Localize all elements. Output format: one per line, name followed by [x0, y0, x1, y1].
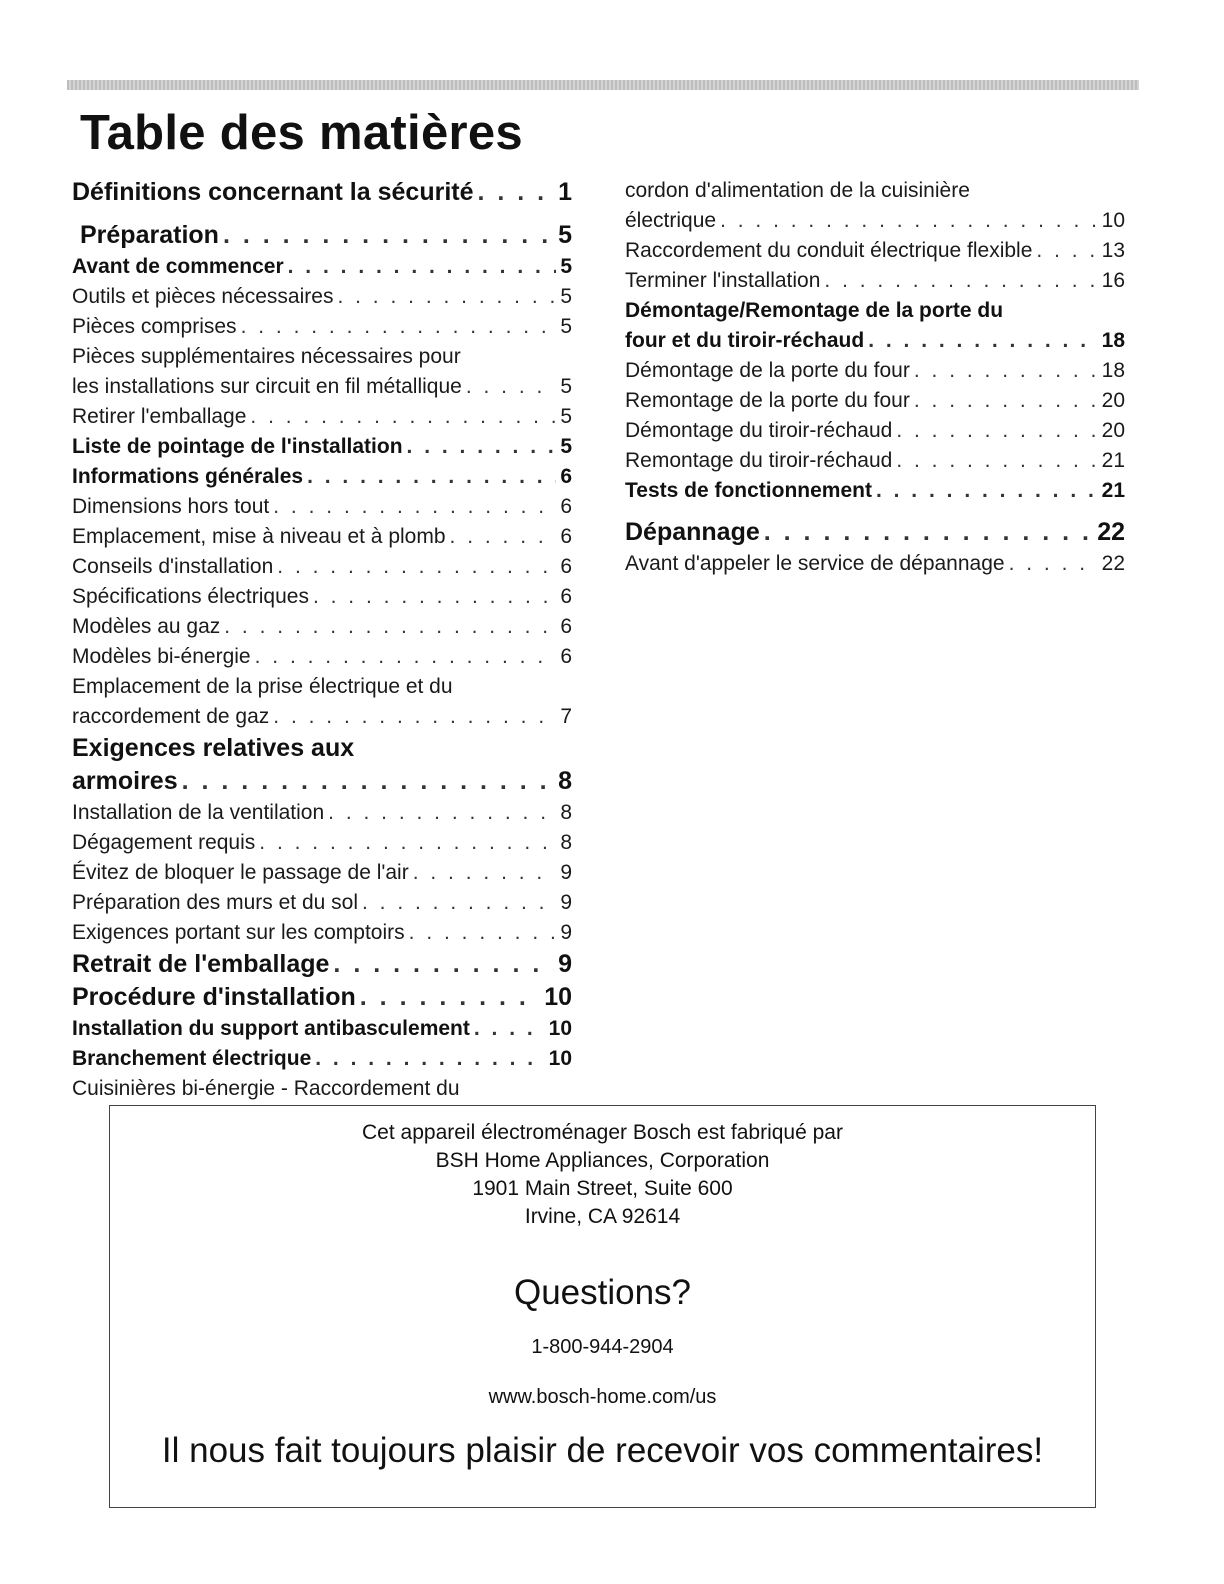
toc-entry[interactable] [625, 386, 1125, 416]
dot-leader [896, 446, 1097, 476]
toc-page-number: 13 [1101, 239, 1125, 262]
toc-page-number: 6 [560, 615, 572, 638]
toc-entry-label: Raccordement du conduit électrique flexible [625, 239, 1033, 262]
toc-entry-label: Outils et pièces nécessaires [72, 285, 334, 308]
toc-entry-label: armoires [72, 767, 178, 795]
toc-page-number: 6 [560, 465, 572, 488]
toc-entry-label-line: Pièces supplémentaires nécessaires pour [72, 345, 461, 368]
website-link[interactable]: www.bosch-home.com/us [488, 1386, 717, 1408]
dot-leader [241, 312, 557, 342]
toc-entry-label: Démontage du tiroir-réchaud [625, 419, 893, 442]
toc-entry[interactable] [625, 476, 1125, 506]
toc-entry-label: Dégagement requis [72, 831, 256, 854]
dot-leader [315, 1044, 544, 1074]
toc-page-number: 9 [560, 891, 572, 914]
toc-entry[interactable] [625, 266, 1125, 296]
dot-leader [277, 552, 556, 582]
toc-entry-label: Liste de pointage de l'installation [72, 435, 403, 458]
toc-entry-label-line: cordon d'alimentation de la cuisinière [625, 179, 970, 202]
toc-entry-label: Dépannage [625, 518, 760, 546]
dot-leader [876, 476, 1098, 506]
dot-leader [182, 765, 554, 798]
toc-entry-label: Spécifications électriques [72, 585, 309, 608]
address-line: Irvine, CA 92614 [524, 1205, 681, 1228]
toc-entry-label: Emplacement, mise à niveau et à plomb [72, 525, 446, 548]
toc-entry[interactable] [72, 402, 572, 432]
toc-entry-label: Terminer l'installation [625, 269, 821, 292]
toc-entry[interactable] [72, 948, 572, 981]
toc-entry-label: Modèles au gaz [72, 615, 221, 638]
toc-page-number: 21 [1101, 479, 1125, 502]
toc-entry-label: Évitez de bloquer le passage de l'air [72, 861, 409, 884]
address-line: 1901 Main Street, Suite 600 [472, 1177, 733, 1200]
dot-leader [764, 516, 1093, 549]
toc-page-number: 10 [548, 1017, 572, 1040]
dot-leader [250, 402, 556, 432]
dot-leader [1009, 549, 1098, 579]
toc-entry-label: Installation de la ventilation [72, 801, 325, 824]
toc-entry-label: Modèles bi-énergie [72, 645, 251, 668]
toc-entry[interactable] [72, 672, 572, 732]
dot-leader [273, 492, 556, 522]
dot-leader [914, 386, 1098, 416]
toc-entry[interactable] [625, 516, 1125, 549]
toc-entry-label: Préparation des murs et du sol [72, 891, 358, 914]
dot-leader [409, 918, 557, 948]
toc-page-number: 9 [560, 861, 572, 884]
toc-entry[interactable] [625, 236, 1125, 266]
toc-entry[interactable] [72, 612, 572, 642]
toc-entry-label-line: Exigences relatives aux [72, 734, 355, 762]
toc-entry-label: Installation du support antibasculement [72, 1017, 470, 1040]
toc-entry[interactable] [72, 312, 572, 342]
toc-page-number: 22 [1101, 552, 1125, 575]
dot-leader [896, 416, 1097, 446]
closing-message: Il nous fait toujours plaisir de recevoir vos commentaires! [161, 1431, 1044, 1470]
toc-page-number: 22 [1097, 518, 1125, 546]
toc-entry[interactable] [72, 1074, 572, 1104]
toc-entry[interactable] [72, 858, 572, 888]
toc-page-number: 8 [560, 831, 572, 854]
dot-leader [333, 948, 554, 981]
toc-page-number: 20 [1101, 419, 1125, 442]
toc-entry[interactable] [625, 176, 1125, 236]
toc-entry[interactable] [72, 828, 572, 858]
toc-entry[interactable] [72, 1014, 572, 1044]
toc-page-number: 5 [560, 405, 572, 428]
toc-page-number: 5 [560, 315, 572, 338]
toc-entry-label: Avant de commencer [72, 255, 284, 278]
dot-leader [868, 326, 1097, 356]
manufacturer-info-box [109, 1105, 1096, 1508]
toc-entry-label: Dimensions hors tout [72, 495, 270, 518]
toc-entry[interactable] [72, 176, 572, 209]
toc-entry[interactable] [72, 798, 572, 828]
toc-page-number: 10 [548, 1047, 572, 1070]
toc-page-number: 6 [560, 525, 572, 548]
toc-page-number: 5 [560, 375, 572, 398]
toc-entry[interactable] [625, 446, 1125, 476]
toc-entry-label: Tests de fonctionnement [625, 479, 872, 502]
toc-entry-label: Exigences portant sur les comptoirs [72, 921, 405, 944]
toc-right-column [625, 176, 1125, 579]
toc-page-number: 16 [1101, 269, 1125, 292]
dot-leader [466, 372, 556, 402]
toc-entry[interactable] [72, 918, 572, 948]
dot-leader [914, 356, 1098, 386]
toc-entry-label: Retrait de l'emballage [72, 950, 330, 978]
toc-page-number: 5 [560, 435, 572, 458]
toc-entry[interactable] [72, 342, 572, 402]
page-title: Table des matières [80, 106, 523, 160]
toc-entry[interactable] [72, 282, 572, 312]
dot-leader [255, 642, 557, 672]
dot-leader [450, 522, 557, 552]
toc-entry-label: Retirer l'emballage [72, 405, 247, 428]
dot-leader [362, 888, 556, 918]
toc-entry[interactable] [72, 1044, 572, 1074]
toc-entry-label: Branchement électrique [72, 1047, 312, 1070]
toc-page-number: 10 [544, 983, 572, 1011]
toc-entry[interactable] [72, 432, 572, 462]
toc-entry-label: Préparation [80, 221, 219, 249]
toc-entry[interactable] [625, 356, 1125, 386]
dot-leader [223, 219, 554, 252]
toc-entry-label: Avant d'appeler le service de dépannage [625, 552, 1005, 575]
toc-page-number: 6 [560, 585, 572, 608]
toc-page-number: 6 [560, 495, 572, 518]
toc-entry[interactable] [72, 522, 572, 552]
dot-leader [337, 282, 556, 312]
dot-leader [307, 462, 556, 492]
toc-page-number: 9 [558, 950, 572, 978]
dot-leader [824, 266, 1097, 296]
toc-page-number: 5 [560, 255, 572, 278]
toc-entry[interactable] [72, 219, 572, 252]
toc-entry[interactable] [625, 549, 1125, 579]
questions-heading: Questions? [513, 1273, 692, 1312]
dot-leader [720, 206, 1098, 236]
toc-entry[interactable] [72, 552, 572, 582]
dot-leader [407, 432, 557, 462]
toc-entry[interactable] [72, 462, 572, 492]
toc-entry-label: four et du tiroir-réchaud [625, 329, 865, 352]
toc-entry[interactable] [72, 732, 572, 798]
toc-page-number: 5 [558, 221, 572, 249]
toc-entry-label: Démontage de la porte du four [625, 359, 910, 382]
toc-entry[interactable] [72, 582, 572, 612]
toc-page-number: 1 [558, 178, 572, 206]
toc-page-number: 21 [1101, 449, 1125, 472]
toc-entry-label: électrique [625, 209, 717, 232]
toc-entry-label-line: Démontage/Remontage de la porte du [625, 299, 1004, 322]
toc-entry-label: Conseils d'installation [72, 555, 274, 578]
phone-number: 1-800-944-2904 [531, 1336, 674, 1358]
toc-page-number: 6 [560, 645, 572, 668]
toc-entry[interactable] [72, 981, 572, 1014]
header-rule [67, 80, 1139, 90]
toc-entry[interactable] [72, 642, 572, 672]
dot-leader [474, 1014, 545, 1044]
toc-entry[interactable] [72, 252, 572, 282]
dot-leader [328, 798, 556, 828]
toc-page-number: 9 [560, 921, 572, 944]
dot-leader [224, 612, 556, 642]
toc-entry-label: Définitions concernant la sécurité [72, 178, 474, 206]
dot-leader [313, 582, 556, 612]
dot-leader [259, 828, 556, 858]
toc-page-number: 18 [1101, 359, 1125, 382]
toc-entry-label: Remontage de la porte du four [625, 389, 910, 412]
dot-leader [478, 176, 555, 209]
toc-entry[interactable] [625, 416, 1125, 446]
dot-leader [288, 252, 557, 282]
toc-entry-label: Procédure d'installation [72, 983, 356, 1011]
dot-leader [273, 702, 556, 732]
toc-page-number: 10 [1101, 209, 1125, 232]
toc-page-number: 20 [1101, 389, 1125, 412]
manufacturer-address [110, 1119, 1095, 1231]
toc-left-column [72, 176, 572, 1104]
toc-page-number: 8 [558, 767, 572, 795]
toc-page-number: 5 [560, 285, 572, 308]
toc-page-number: 8 [560, 801, 572, 824]
toc-entry-label-line: Emplacement de la prise électrique et du [72, 675, 453, 698]
toc-page-number: 18 [1101, 329, 1125, 352]
address-line: Cet appareil électroménager Bosch est fabriqué par [362, 1121, 843, 1144]
dot-leader [1036, 236, 1097, 266]
toc-page-number: 7 [560, 705, 572, 728]
toc-entry[interactable] [72, 492, 572, 522]
toc-entry[interactable] [625, 296, 1125, 356]
dot-leader [413, 858, 557, 888]
toc-entry[interactable] [72, 888, 572, 918]
toc-entry-label: les installations sur circuit en fil métallique [72, 375, 462, 398]
toc-entry-label: Cuisinières bi-énergie - Raccordement du [72, 1077, 460, 1100]
toc-entry-label: Informations générales [72, 465, 304, 488]
dot-leader [360, 981, 540, 1014]
toc-entry-label: Pièces comprises [72, 315, 237, 338]
address-line: BSH Home Appliances, Corporation [435, 1149, 770, 1172]
toc-page-number: 6 [560, 555, 572, 578]
toc-entry-label: raccordement de gaz [72, 705, 270, 728]
toc-entry-label: Remontage du tiroir-réchaud [625, 449, 893, 472]
